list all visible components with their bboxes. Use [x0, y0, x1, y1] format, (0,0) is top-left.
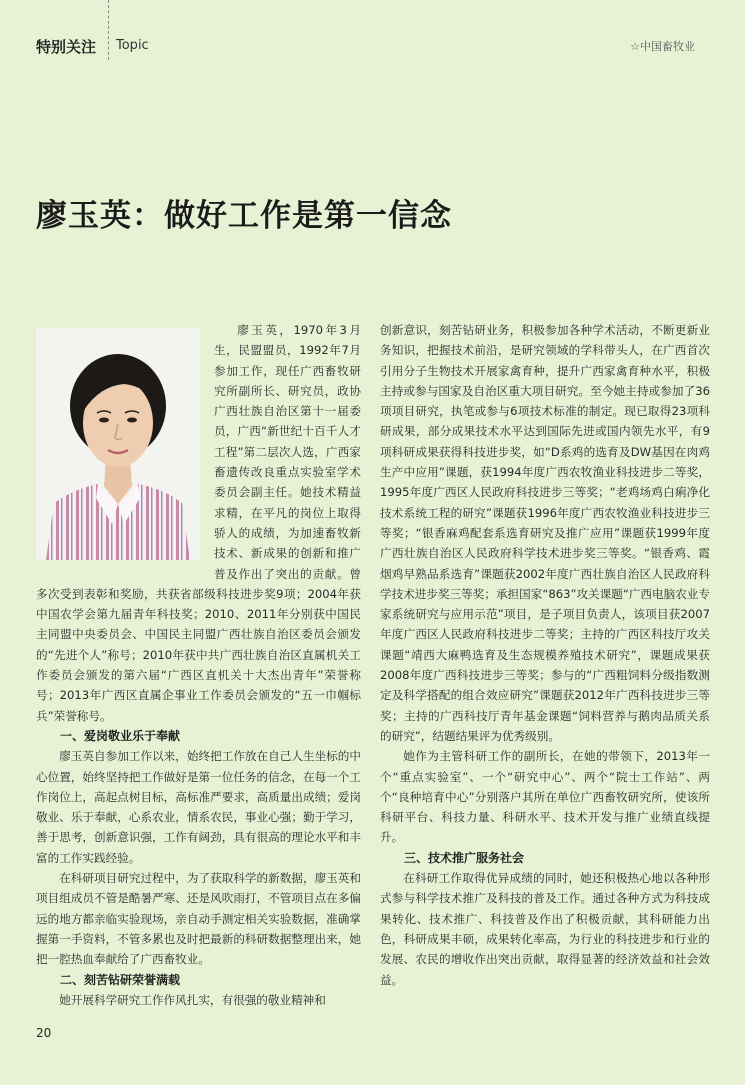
topic-label: Topic — [116, 38, 149, 53]
header-divider — [108, 0, 109, 60]
section-heading-1: 一、爱岗敬业乐于奉献 — [60, 728, 181, 743]
paragraph: 在科研工作取得优异成绩的同时，她还积极热心地以各种形式参与科学技术推广及科技的普及工作。通过各种方式为科技成果转化、技术推广、科技普及作出了积极贡献，其科研能力出色，科研成果丰硕，成果转化率高，为行业的科技进步和行业的发展、农民的增收作出突出贡献，取得显著的经济效益和社会效益。 — [380, 871, 710, 987]
paragraph-continued-left: 她开展科学研究工作作风扎实，有很强的敬业精神和 — [59, 992, 326, 1007]
intro-paragraph: 廖玉英，1970年3月生，民盟盟员，1992年7月参加工作，现任广西畜牧研究所副所长、研究员，政协广西壮族自治区第十一届委员，广西“新世纪十百千人才工程”第二层次人选，广西家畜遗传改良重点实验室学术委员会副主任。她技术精益求精，在平凡的岗位上取得骄人的成绩，为加速畜牧新技术、新成果的创新和推广普及作出了突出的贡献。曾多次受到表彰和奖励，共获省部级科技进步奖9项；2004年获中国农学会第九届青年科技奖；2010、2011年分别获中国民主同盟中央委员会、中国民主同盟广西壮族自治区委员会颁发的“先进个人”称号；2010年获中共广西壮族自治区直属机关工作委员会颁发的第六届“广西区直机关十大杰出青年”荣誉称号；2013年广西区直属企事业工作委员会颁发的“五一巾帼标兵”荣誉称号。 — [36, 323, 361, 723]
portrait-icon — [36, 328, 200, 560]
article-column-right — [380, 320, 710, 990]
article-column-left — [36, 320, 361, 1010]
paragraph: 在科研项目研究过程中，为了获取科学的新数据，廖玉英和项目组成员不管是酷暑严寒、还是风吹雨打，不管项目点在多偏远的地方都亲临实验现场，亲自动手测定相关实验数据，准确掌握第一手资料，不管多累也及时把最新的科研数据整理出来，她把一腔热血奉献给了广西畜牧业。 — [36, 871, 361, 967]
portrait-photo — [36, 328, 200, 560]
section-heading-2: 二、刻苦钻研荣誉满载 — [60, 972, 181, 987]
section-label: 特别关注 — [36, 38, 97, 56]
paragraph-continued-right: 创新意识，刻苦钻研业务，积极参加各种学术活动，不断更新业务知识，把握技术前沿，是研究领域的学科带头人，在广西首次引用分子生物技术开展家禽育种，提升广西家禽育种水平，积极主持或参与国家及自治区重大项目研究。至今她主持或参加了36项项目研究，执笔或参与6项技术标准的制定。现已取得23项科研成果，部分成果技术水平达到国际先进或国内领先水平，有9项科研成果获得科技进步奖，如“D系鸡的选育及DW基因在肉鸡生产中应用”课题，获1994年度广西农牧渔业科技进步二等奖，1995年度广西区人民政府科技进步三等奖；“老鸡场鸡白痢净化技术系统工程的研究”课题获1996年度广西农牧渔业科技进步三等奖；“银香麻鸡配套系选育研究及推广应用”课题获1999年度广西壮族自治区人民政府科学技术进步奖三等奖。“银香鸡、霞烟鸡早熟品系选育”课题获2002年度广西壮族自治区人民政府科学技术进步奖三等奖；承担国家“863”攻关课题“广西电脑农业专家系统研究与应用示范”项目，是子项目负责人，该项目获2007年度广西区人民政府科技进步二等奖；主持的广西区科技厅攻关课题“靖西大麻鸭选育及生态规模养殖技术研究”，课题成果获2008年度广西科技进步三等奖；参与的“广西粗饲料分级指数测定及科学搭配的组合效应研究”课题获2012年广西科技进步三等奖；主持的广西科技厅青年基金课题“饲料营养与鹅肉品质关系的研究”，结题结果评为优秀级别。 — [380, 323, 710, 743]
magazine-brand: ☆中国畜牧业 — [630, 40, 695, 53]
paragraph: 她作为主管科研工作的副所长，在她的带领下，2013年一个“重点实验室”、一个“研究中心”、两个“院士工作站”、两个“良种培育中心”分别落户其所在单位广西畜牧研究所，使该所科研平台、科技力量、科研水平、技术开发与推广业绩直线提升。 — [380, 749, 710, 845]
page-number: 20 — [36, 1026, 52, 1040]
paragraph: 廖玉英自参加工作以来，始终把工作放在自己人生坐标的中心位置，始终坚持把工作做好是第一位任务的信念，在每一个工作岗位上，高起点树目标，高标准严要求，高质量出成绩；爱岗敬业、乐于奉献，心系农业，情系农民，事业心强；勤于学习，善于思考，创新意识强，工作有阔劲，具有很高的理论水平和丰富的工作实践经验。 — [36, 749, 361, 865]
article-title: 廖玉英：做好工作是第一信念 — [36, 198, 452, 234]
section-heading-3: 三、技术推广服务社会 — [404, 850, 525, 865]
